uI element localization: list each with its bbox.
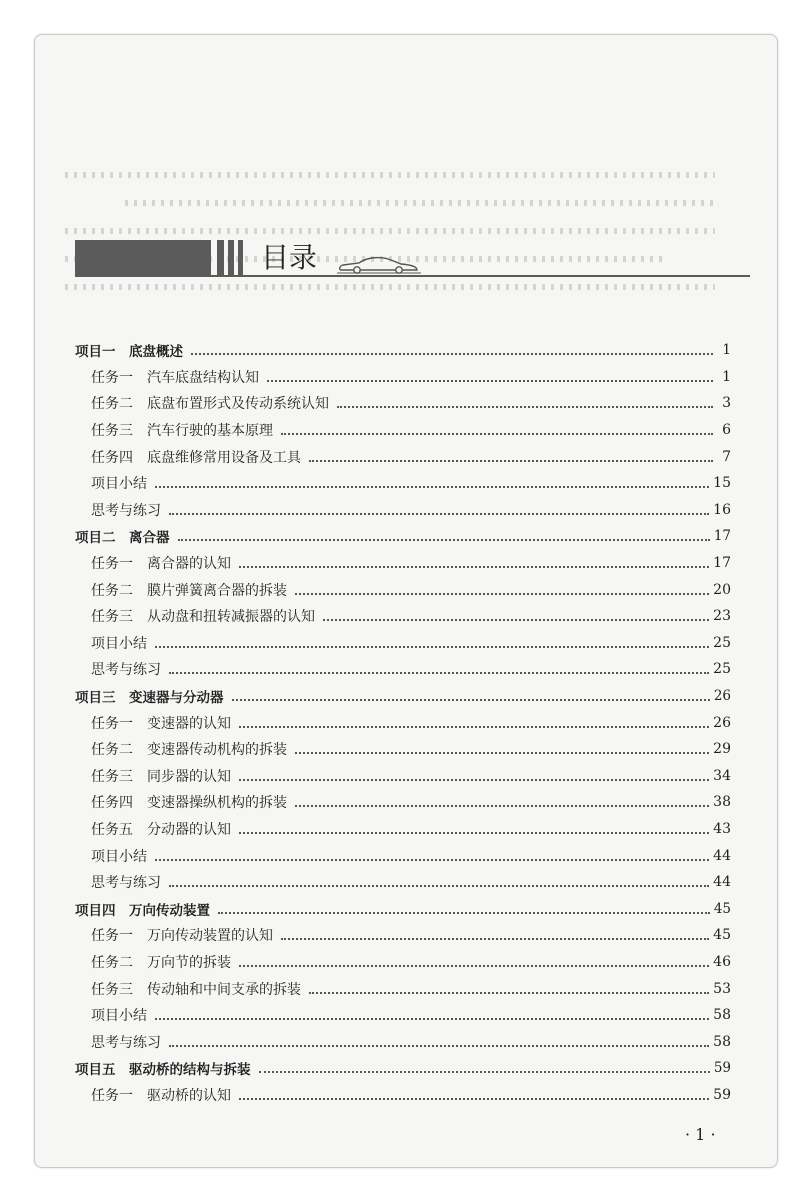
toc-entry-page: 59	[713, 1086, 731, 1103]
toc-entry-page: 15	[713, 475, 731, 492]
toc-entry-label: 任务三 传动轴和中间支承的拆装	[91, 981, 301, 998]
dot-leader	[218, 898, 710, 914]
toc-entry-page: 38	[713, 794, 731, 811]
toc-entry-label: 任务二 膜片弹簧离合器的拆装	[91, 582, 287, 599]
toc-entry-label: 任务四 底盘维修常用设备及工具	[91, 449, 301, 466]
toc-entry-label: 项目四 万向传动装置	[75, 902, 210, 919]
dot-leader	[281, 924, 709, 940]
toc-entry-task[interactable]	[75, 576, 731, 603]
toc-entry-page: 7	[722, 448, 731, 465]
toc-entry-label: 任务二 底盘布置形式及传动系统认知	[91, 396, 329, 413]
toc-entry-label: 任务二 万向节的拆装	[91, 954, 231, 971]
page-title: 目录	[261, 241, 318, 274]
toc-entry-page: 17	[713, 555, 731, 572]
toc-entry-page: 29	[713, 741, 731, 758]
toc-entry-page: 46	[713, 953, 731, 970]
toc-entry-sub[interactable]	[75, 630, 731, 657]
dot-leader	[169, 658, 709, 674]
toc-entry-project[interactable]	[75, 337, 731, 364]
toc-entry-page: 34	[713, 767, 731, 784]
toc-entry-page: 1	[722, 368, 731, 385]
toc-entry-page: 45	[713, 900, 731, 917]
toc-entry-task[interactable]	[75, 949, 731, 976]
toc-entry-page: 26	[713, 714, 731, 731]
toc-entry-task[interactable]	[75, 709, 731, 736]
dot-leader	[155, 845, 709, 861]
toc-entry-page: 59	[713, 1060, 731, 1077]
toc-entry-project[interactable]	[75, 1055, 731, 1082]
banner-block	[75, 240, 211, 276]
toc-entry-page: 17	[713, 528, 731, 545]
toc-entry-task[interactable]	[75, 550, 731, 577]
toc-entry-sub[interactable]	[75, 1028, 731, 1055]
dot-leader	[169, 871, 709, 887]
toc-entry-label: 项目小结	[91, 635, 147, 652]
table-of-contents	[75, 337, 731, 1108]
toc-entry-task[interactable]	[75, 443, 731, 470]
toc-entry-page: 23	[713, 608, 731, 625]
toc-entry-project[interactable]	[75, 523, 731, 550]
toc-entry-sub[interactable]	[75, 842, 731, 869]
toc-entry-project[interactable]	[75, 683, 731, 710]
toc-entry-label: 思考与练习	[91, 662, 161, 679]
toc-entry-page: 58	[713, 1007, 731, 1024]
toc-entry-page: 44	[713, 847, 731, 864]
dot-leader	[155, 472, 709, 488]
dot-leader	[309, 446, 713, 462]
dot-leader	[309, 978, 709, 994]
toc-entry-task[interactable]	[75, 1082, 731, 1109]
toc-entry-label: 任务一 离合器的认知	[91, 556, 231, 573]
toc-entry-label: 项目一 底盘概述	[75, 344, 183, 361]
toc-entry-label: 任务三 汽车行驶的基本原理	[91, 423, 273, 440]
dot-leader	[191, 339, 713, 355]
dot-leader	[281, 419, 713, 435]
car-outline-icon	[337, 254, 421, 276]
banner-stripe	[228, 240, 234, 276]
toc-entry-page: 53	[713, 980, 731, 997]
toc-entry-page: 16	[713, 501, 731, 518]
toc-entry-page: 25	[713, 634, 731, 651]
toc-entry-page: 43	[713, 820, 731, 837]
toc-entry-sub[interactable]	[75, 656, 731, 683]
toc-entry-task[interactable]	[75, 763, 731, 790]
dot-leader	[239, 552, 709, 568]
toc-entry-label: 任务二 变速器传动机构的拆装	[91, 742, 287, 759]
bleed-through-texture	[65, 163, 757, 303]
toc-entry-label: 思考与练习	[91, 1034, 161, 1051]
toc-entry-task[interactable]	[75, 390, 731, 417]
dot-leader	[259, 1057, 710, 1073]
toc-entry-label: 项目小结	[91, 476, 147, 493]
toc-entry-task[interactable]	[75, 789, 731, 816]
toc-entry-page: 20	[713, 581, 731, 598]
toc-entry-sub[interactable]	[75, 869, 731, 896]
page-number: · 1 ·	[685, 1125, 716, 1144]
toc-entry-task[interactable]	[75, 736, 731, 763]
toc-entry-page: 45	[713, 927, 731, 944]
toc-entry-sub[interactable]	[75, 470, 731, 497]
dot-leader	[337, 392, 713, 408]
toc-entry-task[interactable]	[75, 975, 731, 1002]
dot-leader	[295, 738, 709, 754]
dot-leader	[267, 366, 713, 382]
toc-entry-label: 项目小结	[91, 848, 147, 865]
toc-entry-label: 任务一 驱动桥的认知	[91, 1087, 231, 1104]
dot-leader	[155, 632, 709, 648]
toc-entry-label: 思考与练习	[91, 875, 161, 892]
toc-entry-page: 1	[722, 342, 731, 359]
toc-entry-label: 任务一 汽车底盘结构认知	[91, 369, 259, 386]
toc-entry-label: 任务四 变速器操纵机构的拆装	[91, 795, 287, 812]
dot-leader	[239, 712, 709, 728]
banner-stripe	[217, 240, 224, 276]
dot-leader	[155, 1004, 709, 1020]
dot-leader	[178, 525, 710, 541]
toc-entry-page: 44	[713, 874, 731, 891]
toc-entry-page: 25	[713, 661, 731, 678]
toc-entry-label: 项目二 离合器	[75, 530, 170, 547]
dot-leader	[323, 605, 709, 621]
bleed-through-lines	[65, 163, 757, 303]
dot-leader	[239, 1084, 709, 1100]
toc-entry-page: 3	[722, 395, 731, 412]
toc-entry-label: 项目小结	[91, 1008, 147, 1025]
toc-entry-task[interactable]	[75, 417, 731, 444]
dot-leader	[232, 685, 710, 701]
dot-leader	[169, 499, 709, 515]
page-sheet	[34, 34, 778, 1168]
toc-entry-label: 任务一 万向传动装置的认知	[91, 928, 273, 945]
dot-leader	[239, 951, 709, 967]
toc-entry-label: 任务一 变速器的认知	[91, 715, 231, 732]
toc-entry-task[interactable]	[75, 603, 731, 630]
dot-leader	[169, 1031, 709, 1047]
dot-leader	[295, 791, 709, 807]
dot-leader	[239, 765, 709, 781]
toc-entry-task[interactable]	[75, 816, 731, 843]
dot-leader	[239, 818, 709, 834]
toc-entry-sub[interactable]	[75, 497, 731, 524]
toc-entry-label: 任务三 同步器的认知	[91, 768, 231, 785]
toc-entry-task[interactable]	[75, 922, 731, 949]
toc-entry-page: 26	[713, 688, 731, 705]
toc-entry-label: 项目五 驱动桥的结构与拆装	[75, 1062, 251, 1079]
toc-entry-task[interactable]	[75, 364, 731, 391]
banner-stripe	[238, 240, 243, 276]
toc-entry-sub[interactable]	[75, 1002, 731, 1029]
toc-entry-page: 58	[713, 1033, 731, 1050]
dot-leader	[295, 579, 709, 595]
toc-entry-project[interactable]	[75, 895, 731, 922]
toc-entry-label: 任务五 分动器的认知	[91, 821, 231, 838]
toc-entry-label: 任务三 从动盘和扭转减振器的认知	[91, 609, 315, 626]
toc-entry-label: 项目三 变速器与分动器	[75, 690, 224, 707]
toc-entry-page: 6	[722, 422, 731, 439]
toc-banner	[75, 240, 750, 280]
toc-entry-label: 思考与练习	[91, 502, 161, 519]
